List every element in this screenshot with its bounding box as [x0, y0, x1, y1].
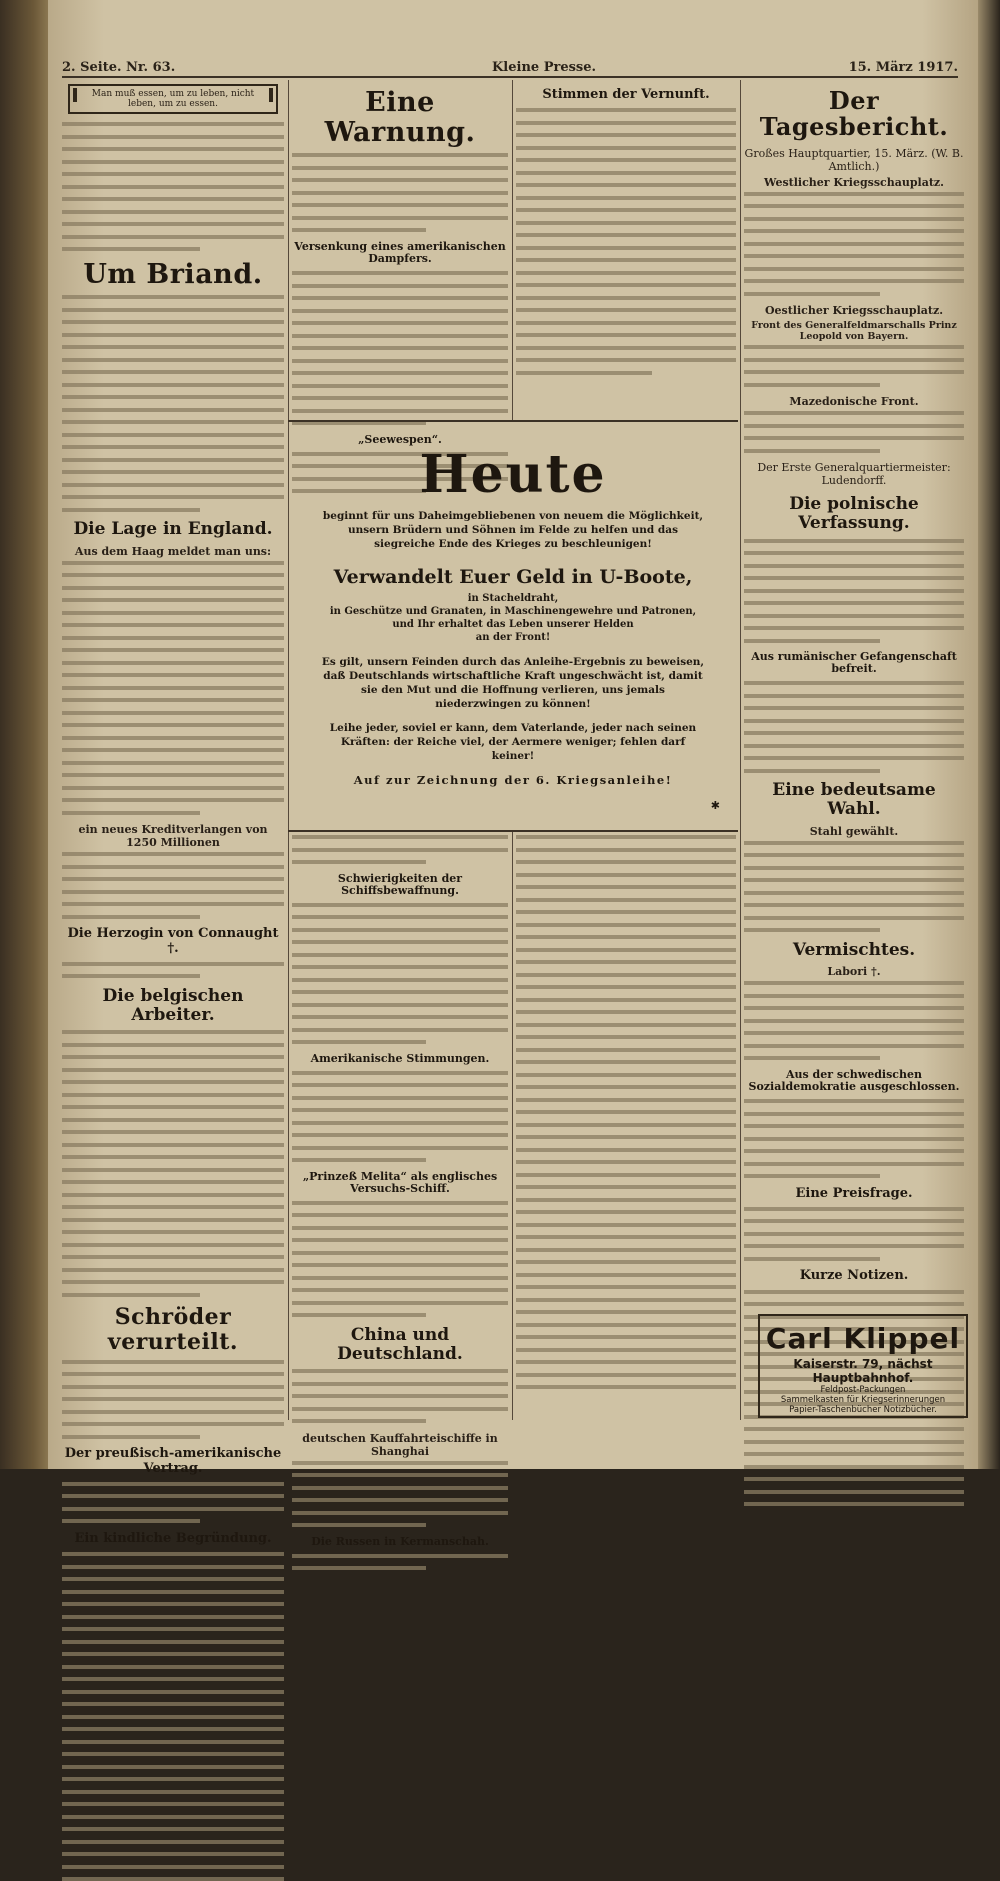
- ad-line-5: an der Front!: [475, 632, 551, 643]
- macedonian-front: Mazedonische Front.: [789, 395, 919, 409]
- headline-schiffsbewaffnung: Schwierigkeiten der Schiffsbewaffnung.: [337, 871, 463, 897]
- article-text: [744, 981, 964, 1060]
- ad-line-3: in Geschütze und Granaten, in Maschinengewehre und Patronen,: [329, 606, 697, 617]
- article-text: [744, 411, 964, 453]
- article-text: [292, 1201, 508, 1318]
- column-3-top: [516, 80, 736, 420]
- klippel-advertisement: [758, 1314, 968, 1418]
- eastern-front: Oestlicher Kriegsschauplatz.: [764, 304, 944, 318]
- western-front: Westlicher Kriegsschauplatz.: [764, 175, 944, 189]
- advert-line-2: Sammelkasten für Kriegserinnerungen: [780, 1395, 946, 1405]
- column-1: [62, 80, 284, 1546]
- advert-name: Carl Klippel: [765, 1322, 961, 1355]
- headline-arbeiter: Die belgischen Arbeiter.: [102, 985, 244, 1025]
- headline-schroeder: Schröder verurteilt.: [107, 1304, 239, 1355]
- article-text: [516, 835, 736, 1389]
- article-text: [62, 295, 284, 512]
- article-text: [744, 1207, 964, 1261]
- headline-schwedisch: Aus der schwedischen Sozialdemokratie ausgeschlossen.: [748, 1067, 960, 1093]
- article-text: [292, 1071, 508, 1163]
- headline-gefangenschaft: Aus rumänischer Gefangenschaft befreit.: [751, 650, 957, 676]
- headline-tagesbericht: Der Tagesbericht.: [759, 86, 949, 142]
- column-2-bottom: [292, 832, 508, 1548]
- book-spine: [0, 0, 48, 1469]
- ornament: ✱: [710, 799, 720, 812]
- article-text: [62, 962, 284, 979]
- article-text: [62, 122, 284, 251]
- advert-line-3: Papier-Taschenbücher Notizbücher.: [789, 1405, 937, 1415]
- article-text: [292, 271, 508, 425]
- column-rule: [512, 830, 513, 1420]
- article-text: [62, 1552, 284, 1881]
- article-text: [62, 1482, 284, 1524]
- page-edge: [978, 0, 1000, 1469]
- headline-dampfer: Versenkung eines amerikanischen Dampfers.: [294, 239, 506, 265]
- article-text: [744, 345, 964, 387]
- article-text: [744, 192, 964, 296]
- ad-headline: Verwandelt Euer Geld in U-Boote,: [333, 566, 693, 588]
- ad-line-6: Es gilt, unsern Feinden durch das Anleihe-Ergebnis zu beweisen, daß Deutschlands wirtschaftliche Kraft ungeschwächt ist, damit sie den Mut und die Hoffnung verlieren, uns jemals niederzwingen zu können!: [321, 656, 705, 710]
- article-text: [292, 1369, 508, 1423]
- war-loan-advertisement: [288, 420, 738, 832]
- article-text: [292, 1461, 508, 1528]
- column-3-bottom: [516, 832, 736, 1422]
- headline-notizen: Kurze Notizen.: [799, 1268, 909, 1284]
- ad-line-7: Leihe jeder, soviel er kann, dem Vaterlande, jeder nach seinen Kräften: der Reiche viel, der Aermere weniger; fehlen darf keiner!: [329, 722, 697, 762]
- article-text: [62, 852, 284, 919]
- ad-line-1: beginnt für uns Daheimgebliebenen von neuem die Möglichkeit, unsern Brüdern und Söhnen im Felde zu helfen und das siegreiche Ende des Krieges zu beschleunigen!: [322, 510, 704, 550]
- headline-vertrag: Der preußisch-amerikanische Vertrag.: [64, 1446, 282, 1476]
- column-rule: [512, 80, 513, 420]
- headline-kermanschah: Die Russen in Kermanschah.: [311, 1534, 489, 1548]
- article-text: [744, 841, 964, 933]
- headline-melita: „Prinzeß Melita“ als englisches Versuchs-Schiff.: [302, 1169, 498, 1195]
- motto-box: Man muß essen, um zu leben, nicht leben, um zu essen.: [68, 84, 278, 114]
- headline-preisfrage: Eine Preisfrage.: [795, 1185, 913, 1201]
- ad-line-2: in Stacheldraht,: [467, 593, 559, 604]
- ad-closing: Auf zur Zeichnung der 6. Kriegsanleihe!: [353, 773, 673, 787]
- article-text: [62, 1360, 284, 1439]
- column-2-top: [292, 80, 508, 446]
- china-subhead: deutschen Kauffahrteischiffe in Shanghai: [302, 1431, 498, 1458]
- article-text: [292, 903, 508, 1045]
- column-rule: [740, 80, 741, 1420]
- headline-china: China und Deutschland.: [337, 1324, 463, 1364]
- advert-line-1: Feldpost-Packungen: [820, 1385, 906, 1395]
- headline-vernunft: Stimmen der Vernunft.: [542, 87, 710, 102]
- article-text: [744, 539, 964, 643]
- headline-connaught: Die Herzogin von Connaught †.: [67, 926, 279, 956]
- article-text: [292, 835, 508, 864]
- article-text: [292, 1554, 508, 1571]
- headline-stimmungen: Amerikanische Stimmungen.: [310, 1051, 490, 1065]
- england-credit: ein neues Kreditverlangen von 1250 Millionen: [78, 823, 268, 850]
- article-text: [744, 681, 964, 773]
- article-text: [516, 108, 736, 375]
- column-4: [744, 80, 964, 1310]
- headline-begruendung: Ein kindliche Begründung.: [74, 1530, 272, 1546]
- article-text: [62, 1030, 284, 1297]
- headline-wahl: Eine bedeutsame Wahl.: [772, 780, 936, 820]
- article-text: [744, 1099, 964, 1178]
- article-text: [292, 153, 508, 232]
- dateline: Großes Hauptquartier, 15. März. (W. B. Amtlich.): [744, 146, 964, 173]
- labori: Labori †.: [827, 965, 881, 979]
- headline-warnung: Eine Warnung.: [324, 87, 476, 148]
- issue-date: 15. März 1917.: [848, 60, 958, 75]
- headline-vermischtes: Vermischtes.: [792, 939, 916, 960]
- headline-seewespen: „Seewespen“.: [358, 432, 442, 446]
- masthead-rule: [62, 76, 958, 78]
- eastern-front-sub: Front des Generalfeldmarschalls Prinz Leopold von Bayern.: [751, 320, 957, 343]
- wahl-subhead: Stahl gewählt.: [809, 824, 899, 838]
- headline-polnisch: Die polnische Verfassung.: [789, 494, 919, 533]
- page-number: 2. Seite. Nr. 63.: [62, 60, 176, 75]
- newspaper-title: Kleine Presse.: [492, 60, 597, 75]
- ad-line-4: und Ihr erhaltet das Leben unserer Helden: [392, 619, 634, 630]
- headline-england: Die Lage in England.: [73, 519, 273, 540]
- england-dateline: Aus dem Haag meldet man uns:: [74, 544, 272, 558]
- advert-address: Kaiserstr. 79, nächst Hauptbahnhof.: [793, 1357, 933, 1385]
- headline-briand: Um Briand.: [83, 258, 263, 290]
- ad-heute: Heute: [419, 444, 607, 505]
- article-text: [62, 561, 284, 815]
- signoff: Der Erste Generalquartiermeister: Ludendorff.: [757, 461, 951, 488]
